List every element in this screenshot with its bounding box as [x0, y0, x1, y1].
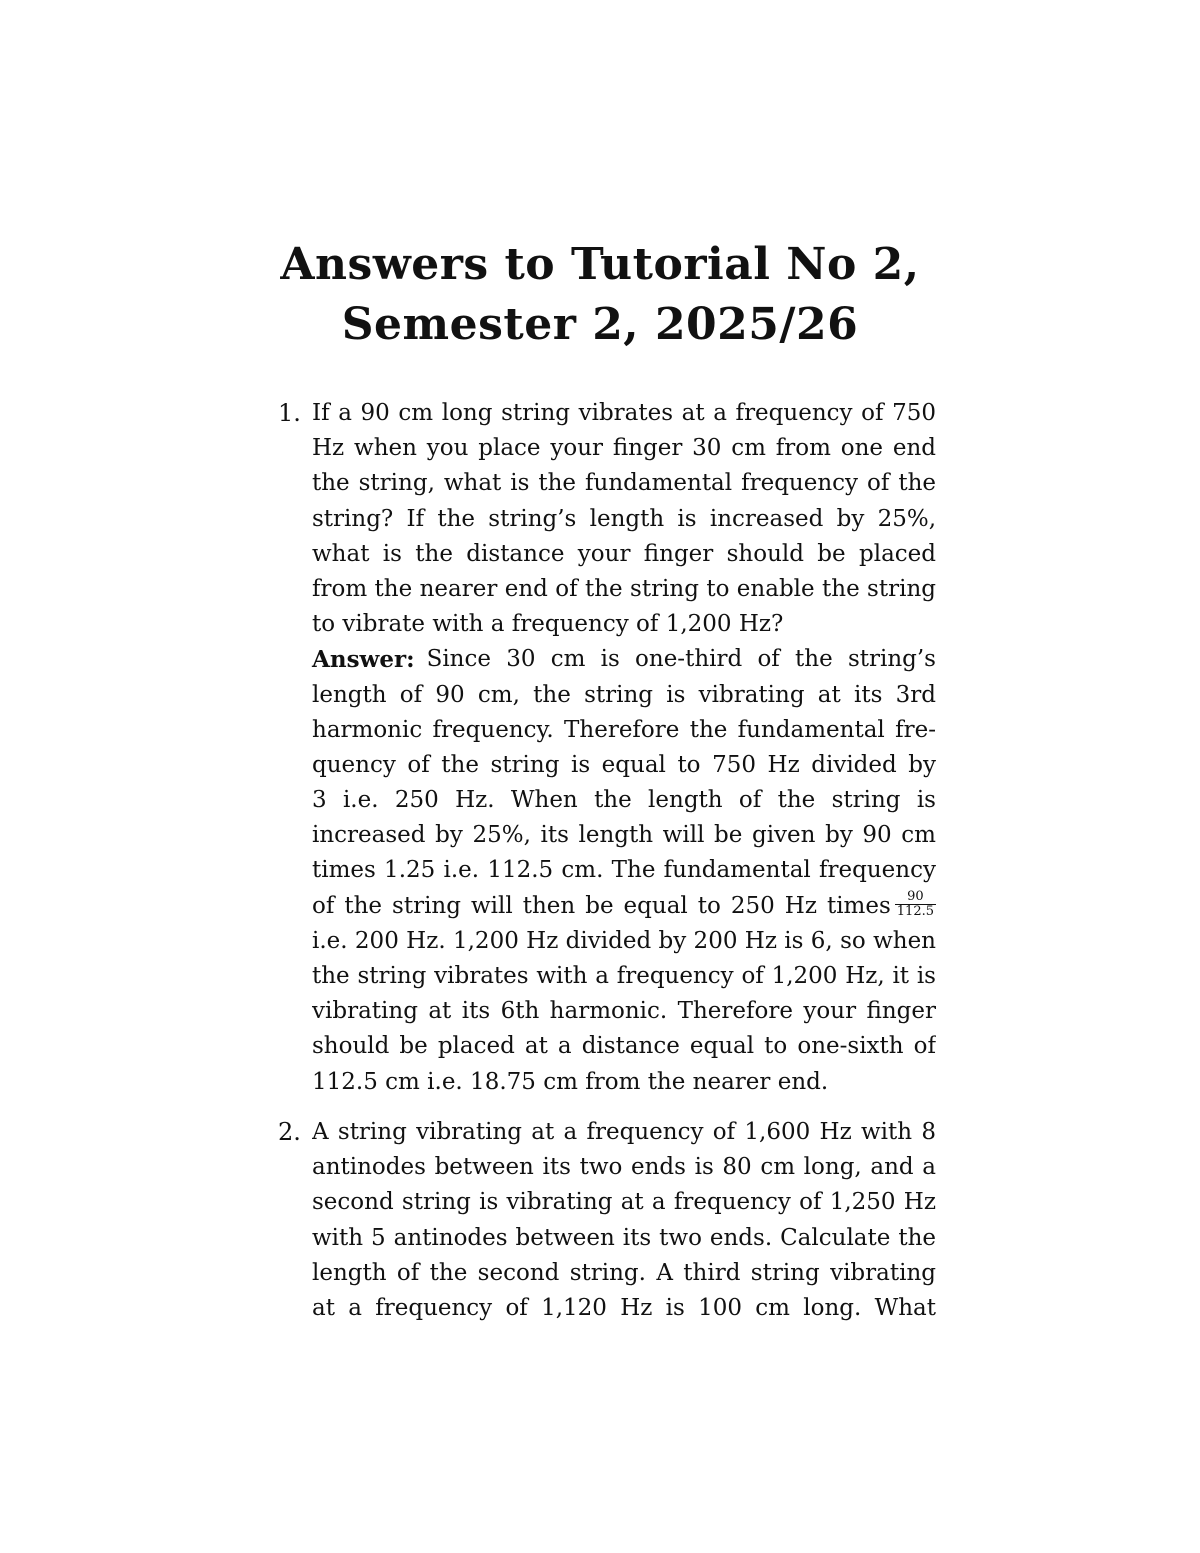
question-text-line: the string, what is the fundamental frequency of the [312, 470, 936, 497]
question-text-line: length of the second string. A third string vibrating [312, 1259, 936, 1286]
answer-text-line: 3 i.e. 250 Hz. When the length of the string is [312, 787, 936, 814]
answer-text-line: should be placed at a distance equal to one-sixth of [312, 1033, 936, 1060]
question-text-line: to vibrate with a frequency of 1,200 Hz? [312, 611, 784, 638]
question-number: 2. [278, 1118, 301, 1146]
answer-text-line: i.e. 200 Hz. 1,200 Hz divided by 200 Hz is 6, so when [312, 927, 936, 954]
answer-text-line: vibrating at its 6th harmonic. Therefore your finger [312, 998, 936, 1025]
answer-text-line: increased by 25%, its length will be given by 90 cm [312, 822, 936, 849]
answer-text-line: the string vibrates with a frequency of 1,200 Hz, it is [312, 963, 936, 989]
document-title-line-1: Answers to Tutorial No 2, [280, 239, 920, 290]
question-1 [312, 396, 936, 1100]
fraction [895, 890, 936, 919]
question-text-line: at a frequency of 1,120 Hz is 100 cm long. What [312, 1294, 936, 1321]
fraction-denominator: 112.5 [896, 903, 934, 919]
answer-text-line: length of 90 cm, the string is vibrating at its 3rd [312, 681, 936, 708]
answer-label: Answer: [312, 646, 415, 674]
question-text-line: Hz when you place your finger 30 cm from one end [312, 435, 936, 462]
question-text-line: from the nearer end of the string to enable the string [312, 575, 936, 602]
answer-fraction-line [312, 889, 936, 924]
answer-text-line: Since 30 cm is one-third of the string’s [426, 646, 936, 673]
answer-text-line: times 1.25 i.e. 112.5 cm. The fundamental frequency [312, 857, 936, 884]
question-2 [312, 1115, 936, 1326]
question-number: 1. [278, 399, 301, 427]
document-title-line-2: Semester 2, 2025/26 [341, 299, 859, 350]
question-text-line: antinodes between its two ends is 80 cm long, and a [312, 1154, 936, 1181]
question-text-line: string? If the string’s length is increased by 25%, [312, 505, 936, 532]
question-text-line: A string vibrating at a frequency of 1,600 Hz with 8 [312, 1119, 936, 1145]
question-text-line: second string is vibrating at a frequency of 1,250 Hz [312, 1189, 936, 1216]
answer-first-line [312, 642, 936, 677]
answer-text-line: harmonic frequency. Therefore the fundamental fre- [312, 716, 936, 743]
answer-text-line: 112.5 cm i.e. 18.75 cm from the nearer end. [312, 1068, 829, 1095]
answer-text-line: of the string will then be equal to 250 Hz times [312, 892, 891, 919]
question-text-line: with 5 antinodes between its two ends. Calculate the [312, 1224, 936, 1251]
question-text-line: what is the distance your finger should be placed [312, 540, 936, 567]
answer-text-line: quency of the string is equal to 750 Hz divided by [312, 751, 936, 778]
fraction-numerator: 90 [895, 890, 936, 905]
question-text-line: If a 90 cm long string vibrates at a frequency of 750 [312, 400, 936, 426]
